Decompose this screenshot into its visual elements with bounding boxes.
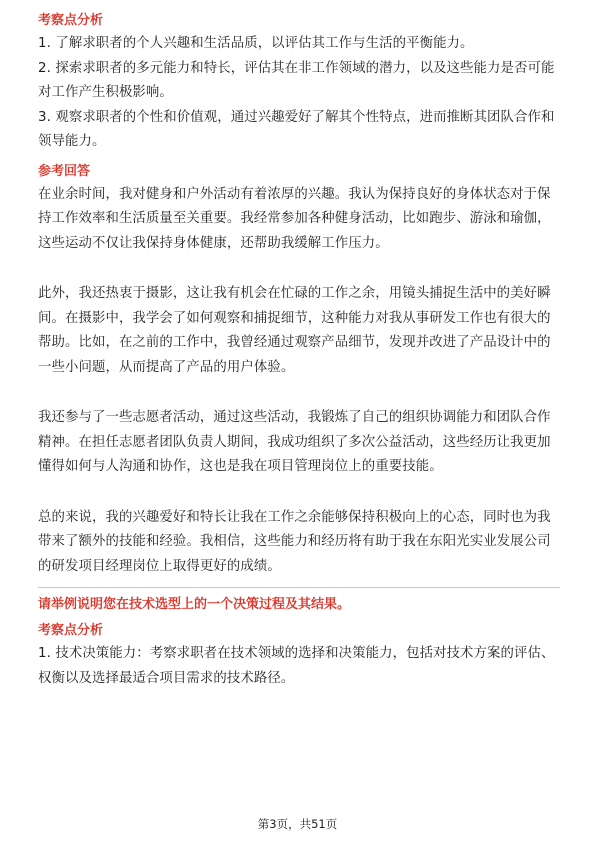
analysis-item-2: 2. 探索求职者的多元能力和特长，评估其在非工作领域的潜力，以及这些能力是否可能对工作产生积极影响。 [38,60,555,100]
section-question-2 [38,594,560,691]
answer-paragraph-4: 总的来说，我的兴趣爱好和特长让我在工作之余能够保持积极向上的心态，同时也为我带来了额外的技能和经验。我相信，这些能力和经历将有助于我在东阳光实业发展公司的研发项目经理岗位上取得更好的成绩。 [38,509,551,574]
answer-paragraph-1: 在业余时间，我对健身和户外活动有着浓厚的兴趣。我认为保持良好的身体状态对于保持工作效率和生活质量至关重要。我经常参加各种健身活动，比如跑步、游泳和瑜伽，这些运动不仅让我保持身体健康，还帮助我缓解工作压力。 [38,186,551,251]
section-heading-analysis-2: 考察点分析 [38,623,104,638]
analysis2-item-1: 1. 技术决策能力：考察求职者在技术领域的选择和决策能力，包括对技术方案的评估、权衡以及选择最适合项目需求的技术路径。 [38,646,555,686]
question-title: 请举例说明您在技术选型上的一个决策过程及其结果。 [38,597,351,612]
answer-paragraph-2: 此外，我还热衷于摄影，这让我有机会在忙碌的工作之余，用镜头捕捉生活中的美好瞬间。在摄影中，我学会了如何观察和捕捉细节，这种能力对我从事研发工作也有很大的帮助。比如，在之前的工作中，我曾经通过观察产品细节，发现并改进了产品设计中的一些小问题，从而提高了产品的用户体验。 [38,286,551,375]
document-page [38,10,560,691]
analysis-item-1: 1. 了解求职者的个人兴趣和生活品质，以评估其工作与生活的平衡能力。 [38,36,474,51]
section-analysis-1 [38,10,560,155]
analysis-item-3: 3. 观察求职者的个性和价值观，通过兴趣爱好了解其个性特点，进而推断其团队合作和领导能力。 [38,109,555,149]
page-number: 第3页，共51页 [257,817,338,831]
section-heading-answer: 参考回答 [38,163,91,179]
answer-paragraph-3: 我还参与了一些志愿者活动，通过这些活动，我锻炼了自己的组织协调能力和团队合作精神。在担任志愿者团队负责人期间，我成功组织了多次公益活动，这些经历让我更加懂得如何与人沟通和协作，这也是我在项目管理岗位上的重要技能。 [38,410,551,474]
section-heading-analysis: 考察点分析 [38,13,104,28]
section-answer [38,161,560,580]
section-divider [38,587,560,588]
